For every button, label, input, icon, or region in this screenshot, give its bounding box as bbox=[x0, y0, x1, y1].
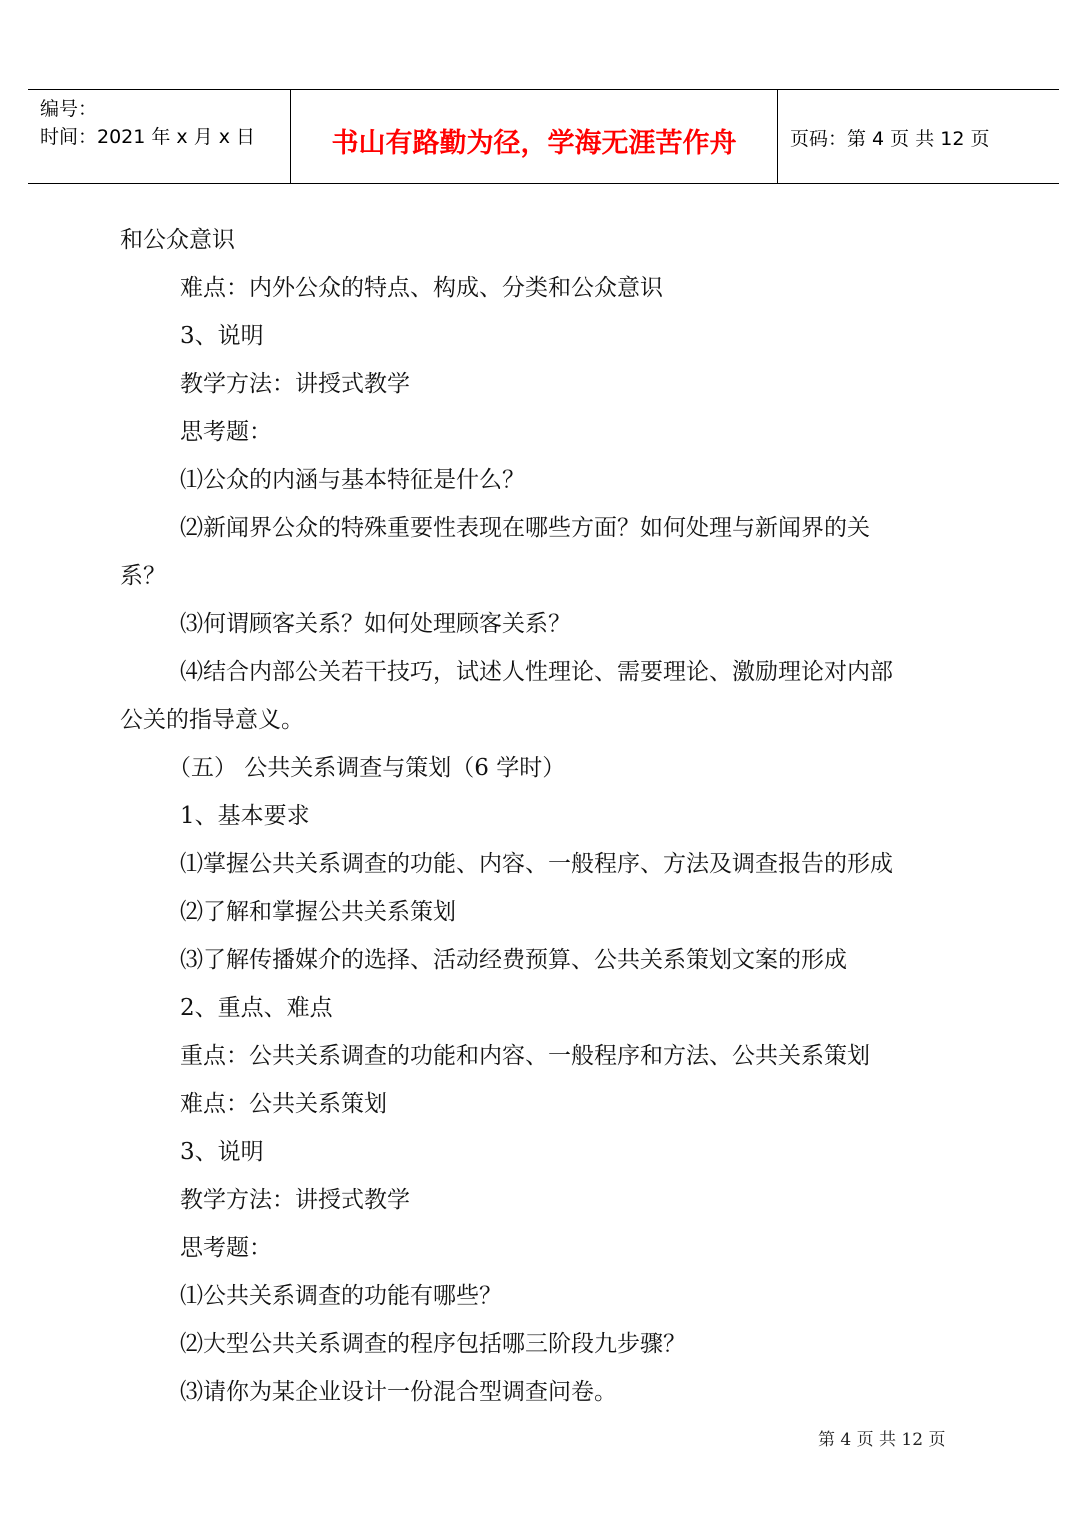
page-number-label: 页码：第 4 页 共 12 页 bbox=[790, 128, 990, 150]
text-line: 系？ bbox=[120, 563, 166, 589]
text-line: ⑴公众的内涵与基本特征是什么？ bbox=[180, 467, 525, 493]
text-line: ⑵新闻界公众的特殊重要性表现在哪些方面？如何处理与新闻界的关 bbox=[180, 515, 870, 541]
serial-number-label: 编号： bbox=[40, 98, 98, 120]
text-line: 重点：公共关系调查的功能和内容、一般程序和方法、公共关系策划 bbox=[180, 1043, 870, 1069]
time-label: 时间：2021 年 x 月 x 日 bbox=[40, 126, 256, 148]
header-motto-cell bbox=[291, 90, 778, 183]
text-line: 难点：内外公众的特点、构成、分类和公众意识 bbox=[180, 275, 663, 301]
text-line: 难点：公共关系策划 bbox=[180, 1091, 387, 1117]
text-line: 1、基本要求 bbox=[180, 803, 310, 829]
text-line: ⑶何谓顾客关系？如何处理顾客关系？ bbox=[180, 611, 571, 637]
text-line: ⑶请你为某企业设计一份混合型调查问卷。 bbox=[180, 1379, 617, 1405]
text-line: ⑶了解传播媒介的选择、活动经费预算、公共关系策划文案的形成 bbox=[180, 947, 847, 973]
text-line: 3、说明 bbox=[180, 1139, 264, 1165]
header-page-cell bbox=[778, 90, 1059, 183]
text-line: 3、说明 bbox=[180, 323, 264, 349]
motto-text: 书山有路勤为径，学海无涯苦作舟 bbox=[331, 128, 737, 159]
text-line: ⑴公共关系调查的功能有哪些？ bbox=[180, 1283, 502, 1309]
text-line: ⑴掌握公共关系调查的功能、内容、一般程序、方法及调查报告的形成 bbox=[180, 851, 893, 877]
page-footer: 第 4 页 共 12 页 bbox=[818, 1430, 946, 1450]
text-line: 教学方法：讲授式教学 bbox=[180, 1187, 410, 1213]
text-line: 思考题： bbox=[180, 1235, 272, 1261]
section-heading: （五） 公共关系调查与策划（6 学时） bbox=[168, 755, 566, 781]
page-header bbox=[28, 89, 1059, 184]
text-line: 思考题： bbox=[180, 419, 272, 445]
text-line: ⑵大型公共关系调查的程序包括哪三阶段九步骤？ bbox=[180, 1331, 686, 1357]
text-line: 教学方法：讲授式教学 bbox=[180, 371, 410, 397]
text-line: 2、重点、难点 bbox=[180, 995, 333, 1021]
text-line: ⑷结合内部公关若干技巧，试述人性理论、需要理论、激励理论对内部 bbox=[180, 659, 893, 685]
text-line: 公关的指导意义。 bbox=[120, 707, 304, 733]
header-info-cell bbox=[28, 90, 291, 183]
text-line: ⑵了解和掌握公共关系策划 bbox=[180, 899, 456, 925]
text-line: 和公众意识 bbox=[120, 227, 235, 253]
